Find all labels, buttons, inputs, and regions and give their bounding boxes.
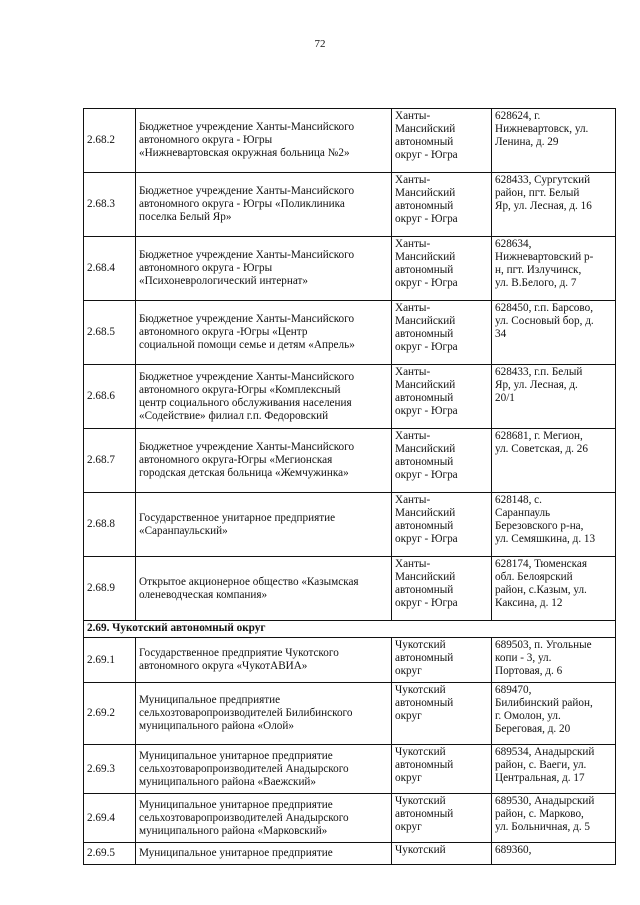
page-number: 72 [314, 38, 326, 50]
address: 628681, г. Мегион, ул. Советская, д. 26 [495, 430, 588, 455]
row-number: 2.69.4 [87, 811, 115, 824]
region: Чукотский автономный округ [395, 795, 454, 833]
table-row [84, 237, 616, 301]
address-cell [492, 557, 616, 621]
address-cell [492, 429, 616, 493]
address: 689360, [495, 844, 532, 856]
region: Чукотский [395, 844, 446, 856]
row-number: 2.69.2 [87, 707, 115, 719]
row-number: 2.68.5 [87, 326, 115, 338]
organization-name-cell [136, 173, 392, 237]
region-cell [392, 173, 492, 237]
row-number: 2.68.4 [87, 262, 115, 274]
table-row [84, 365, 616, 429]
table-row [84, 493, 616, 557]
section-title: 2.69. Чукотский автономный округ [84, 621, 616, 638]
table-row [84, 301, 616, 365]
organization-name: Муниципальное унитарное предприятие сельхозтоваропроизводителей Анадырского муниципального района «Ваежский» [139, 749, 349, 788]
row-number: 2.68.6 [87, 390, 115, 402]
table-row [84, 557, 616, 621]
row-number: 2.68.9 [87, 582, 115, 594]
organization-name-cell [136, 429, 392, 493]
organization-name: Бюджетное учреждение Ханты-Мансийского автономного округа-Югры «Мегионская городская детская больница «Жемчужинка» [139, 441, 355, 479]
table-row [84, 843, 616, 865]
organization-name-cell [136, 638, 392, 683]
region: Ханты- Мансийский автономный округ - Югра [395, 494, 458, 545]
table-row [84, 683, 616, 745]
row-number: 2.68.3 [87, 198, 115, 210]
organization-name: Государственное предприятие Чукотского автономного округа «ЧукотАВИА» [139, 647, 339, 672]
organization-name-cell [136, 794, 392, 843]
row-number-cell [84, 745, 136, 794]
organization-name-cell [136, 109, 392, 173]
region: Ханты- Мансийский автономный округ - Югра [395, 174, 458, 225]
region-cell [392, 109, 492, 173]
organization-name-cell [136, 683, 392, 745]
region: Ханты- Мансийский автономный округ - Югра [395, 110, 458, 161]
address: 689503, п. Угольные копи - 3, ул. Портовая, д. 6 [495, 639, 592, 677]
region: Ханты- Мансийский автономный округ - Югра [395, 302, 458, 353]
organization-name: Бюджетное учреждение Ханты-Мансийского автономного округа -Югры «Центр социальной помощи семье и детям «Апрель» [139, 313, 355, 351]
row-number-cell [84, 301, 136, 365]
organization-name-cell [136, 301, 392, 365]
organization-name: Государственное унитарное предприятие «Саранпаульский» [139, 511, 336, 537]
row-number-cell [84, 429, 136, 493]
address-cell [492, 493, 616, 557]
organization-name: Бюджетное учреждение Ханты-Мансийского автономного округа - Югры «Нижневартовская окружная больница №2» [139, 121, 355, 159]
organization-name-cell [136, 745, 392, 794]
row-number-cell [84, 365, 136, 429]
address: 628624, г. Нижневартовск, ул. Ленина, д. 29 [495, 110, 589, 148]
region-cell [392, 557, 492, 621]
row-number-cell [84, 843, 136, 865]
table-row [84, 173, 616, 237]
organization-name-cell [136, 365, 392, 429]
row-number-cell [84, 109, 136, 173]
region-cell [392, 683, 492, 745]
organization-name: Бюджетное учреждение Ханты-Мансийского автономного округа-Югры «Комплексный центр социального обслуживания населения «Содействие» филиал г.п. Федоровский [139, 370, 355, 422]
address: 628634, Нижневартовский р- н, пгт. Излучинск, ул. В.Белого, д. 7 [495, 238, 594, 289]
organization-name: Бюджетное учреждение Ханты-Мансийского автономного округа - Югры «Психоневрологический интернат» [139, 249, 355, 287]
row-number-cell [84, 638, 136, 683]
region: Ханты- Мансийский автономный округ - Югра [395, 238, 458, 289]
region-cell [392, 237, 492, 301]
region-cell [392, 843, 492, 865]
region: Ханты- Мансийский автономный округ - Югра [395, 366, 458, 417]
table-row [84, 109, 616, 173]
address-cell [492, 365, 616, 429]
region-cell [392, 429, 492, 493]
table-row [84, 638, 616, 683]
organization-name: Бюджетное учреждение Ханты-Мансийского автономного округа - Югры «Поликлиника поселка Белый Яр» [139, 185, 355, 223]
address: 689470, Билибинский район, г. Омолон, ул. Береговая, д. 20 [495, 684, 593, 735]
organization-name: Муниципальное унитарное предприятие [139, 847, 333, 859]
organization-name-cell [136, 237, 392, 301]
region: Чукотский автономный округ [395, 684, 454, 722]
region: Чукотский автономный округ [395, 746, 454, 784]
region-cell [392, 493, 492, 557]
region-cell [392, 638, 492, 683]
row-number-cell [84, 557, 136, 621]
address-cell [492, 173, 616, 237]
table-section [84, 621, 616, 638]
address-cell [492, 109, 616, 173]
region-cell [392, 365, 492, 429]
row-number-cell [84, 683, 136, 745]
region: Ханты- Мансийский автономный округ - Югра [395, 558, 458, 609]
region-cell [392, 301, 492, 365]
address: 628433, г.п. Белый Яр, ул. Лесная, д. 20/1 [495, 366, 583, 404]
region-cell [392, 794, 492, 843]
organization-name: Открытое акционерное общество «Казымская оленеводческая компания» [139, 575, 359, 601]
address-cell [492, 683, 616, 745]
region-cell [392, 745, 492, 794]
row-number-cell [84, 794, 136, 843]
address-cell [492, 237, 616, 301]
row-number: 2.69.1 [87, 653, 115, 666]
row-number-cell [84, 173, 136, 237]
address: 628148, с. Саранпауль Березовского р-на, ул. Семяшкина, д. 13 [495, 494, 596, 545]
table-body-khmao [84, 109, 616, 621]
region: Чукотский автономный округ [395, 639, 454, 677]
row-number: 2.69.5 [87, 847, 115, 859]
row-number: 2.68.2 [87, 134, 115, 146]
address: 689530, Анадырский район, с. Марково, ул. Больничная, д. 5 [495, 795, 595, 833]
row-number: 2.68.7 [87, 454, 115, 466]
address-cell [492, 638, 616, 683]
address: 689534, Анадырский район, с. Ваеги, ул. Центральная, д. 17 [495, 746, 595, 784]
address-cell [492, 794, 616, 843]
address: 628433, Сургутский район, пгт. Белый Яр, ул. Лесная, д. 16 [495, 174, 592, 212]
table-row [84, 429, 616, 493]
table-row [84, 745, 616, 794]
table-body-chukotka [84, 638, 616, 865]
section-header-row [84, 621, 616, 638]
row-number: 2.69.3 [87, 762, 115, 775]
address: 628174, Тюменская обл. Белоярский район, с.Казым, ул. Каксина, д. 12 [495, 558, 588, 609]
region: Ханты- Мансийский автономный округ - Югра [395, 430, 458, 481]
organizations-table [83, 108, 616, 865]
organization-name-cell [136, 843, 392, 865]
address: 628450, г.п. Барсово, ул. Сосновый бор, д. 34 [495, 302, 594, 340]
address-cell [492, 843, 616, 865]
table-row [84, 794, 616, 843]
organization-name: Муниципальное унитарное предприятие сельхозтоваропроизводителей Анадырского муниципального района «Марковский» [139, 798, 349, 837]
row-number-cell [84, 493, 136, 557]
row-number-cell [84, 237, 136, 301]
address-cell [492, 301, 616, 365]
organization-name: Муниципальное предприятие сельхозтоваропроизводителей Билибинского муниципального района «Олой» [139, 694, 353, 732]
organization-name-cell [136, 493, 392, 557]
organization-name-cell [136, 557, 392, 621]
row-number: 2.68.8 [87, 518, 115, 530]
address-cell [492, 745, 616, 794]
